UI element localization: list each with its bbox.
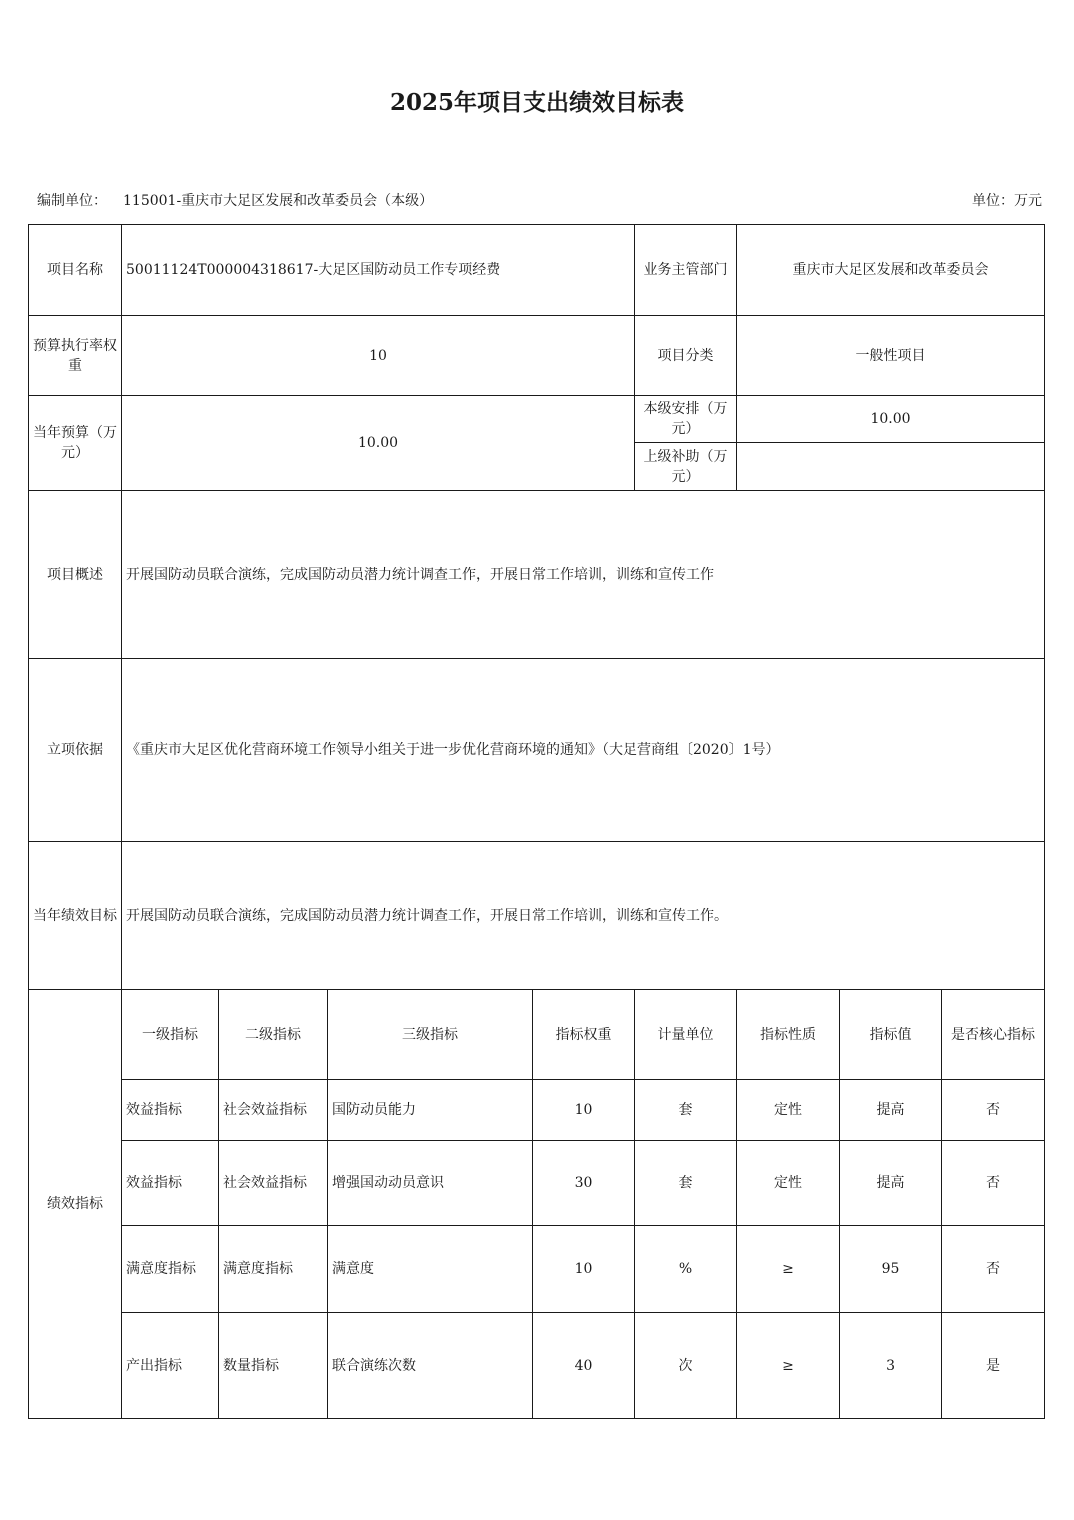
row-project-name — [29, 225, 1045, 316]
value-cell: 提高 — [840, 1141, 942, 1226]
nature-cell: 定性 — [737, 1141, 840, 1226]
page-title: 2025年项目支出绩效目标表 — [389, 89, 684, 116]
column-header: 指标值 — [840, 990, 942, 1080]
value-cell: 95 — [840, 1226, 942, 1313]
level2-cell: 满意度指标 — [219, 1226, 328, 1313]
column-header: 一级指标 — [122, 990, 219, 1080]
upper-label: 上级补助（万元） — [635, 443, 737, 491]
nature-cell: ≥ — [737, 1226, 840, 1313]
weight-cell: 10 — [533, 1226, 635, 1313]
unit-cell: 套 — [635, 1080, 737, 1141]
performance-table — [28, 224, 1045, 1419]
column-header: 是否核心指标 — [942, 990, 1045, 1080]
level3-cell: 国防动员能力 — [328, 1080, 533, 1141]
weight-label: 预算执行率权重 — [29, 316, 122, 396]
level1-cell: 效益指标 — [122, 1141, 219, 1226]
basis-label: 立项依据 — [29, 659, 122, 842]
goal-value: 开展国防动员联合演练，完成国防动员潜力统计调查工作，开展日常工作培训，训练和宣传工作。 — [122, 842, 1045, 990]
dept-label: 业务主管部门 — [635, 225, 737, 316]
column-header: 计量单位 — [635, 990, 737, 1080]
unit-label: 编制单位： — [37, 193, 107, 209]
dept-value: 重庆市大足区发展和改革委员会 — [737, 225, 1045, 316]
column-header: 二级指标 — [219, 990, 328, 1080]
table-row — [29, 1313, 1045, 1419]
category-label: 项目分类 — [635, 316, 737, 396]
overview-value: 开展国防动员联合演练，完成国防动员潜力统计调查工作，开展日常工作培训，训练和宣传工作 — [122, 491, 1045, 659]
category-value: 一般性项目 — [737, 316, 1045, 396]
currency-unit: 单位：万元 — [972, 193, 1042, 209]
budget-label: 当年预算（万元） — [29, 396, 122, 491]
column-header: 指标性质 — [737, 990, 840, 1080]
level3-cell: 联合演练次数 — [328, 1313, 533, 1419]
project-name-value: 50011124T000004318617-大足区国防动员工作专项经费 — [122, 225, 635, 316]
level2-cell: 社会效益指标 — [219, 1080, 328, 1141]
row-budget-local — [29, 396, 1045, 443]
core-cell: 否 — [942, 1080, 1045, 1141]
value-cell: 提高 — [840, 1080, 942, 1141]
level3-cell: 增强国动动员意识 — [328, 1141, 533, 1226]
row-overview — [29, 491, 1045, 659]
value-cell: 3 — [840, 1313, 942, 1419]
upper-value — [737, 443, 1045, 491]
core-cell: 是 — [942, 1313, 1045, 1419]
unit-cell: 套 — [635, 1141, 737, 1226]
nature-cell: ≥ — [737, 1313, 840, 1419]
level3-cell: 满意度 — [328, 1226, 533, 1313]
nature-cell: 定性 — [737, 1080, 840, 1141]
weight-cell: 30 — [533, 1141, 635, 1226]
core-cell: 否 — [942, 1141, 1045, 1226]
level2-cell: 数量指标 — [219, 1313, 328, 1419]
indicator-header-row — [29, 990, 1045, 1080]
level1-cell: 满意度指标 — [122, 1226, 219, 1313]
local-value: 10.00 — [737, 396, 1045, 443]
budget-value: 10.00 — [122, 396, 635, 491]
table-row — [29, 1080, 1045, 1141]
unit-value: 115001-重庆市大足区发展和改革委员会（本级） — [123, 193, 434, 209]
row-basis — [29, 659, 1045, 842]
unit-cell: 次 — [635, 1313, 737, 1419]
core-cell: 否 — [942, 1226, 1045, 1313]
weight-cell: 10 — [533, 1080, 635, 1141]
indicators-section-label: 绩效指标 — [29, 990, 122, 1419]
table-row — [29, 1226, 1045, 1313]
unit-info — [37, 190, 433, 212]
row-weight — [29, 316, 1045, 396]
local-label: 本级安排（万元） — [635, 396, 737, 443]
overview-label: 项目概述 — [29, 491, 122, 659]
unit-cell: % — [635, 1226, 737, 1313]
weight-cell: 40 — [533, 1313, 635, 1419]
level1-cell: 产出指标 — [122, 1313, 219, 1419]
row-goal — [29, 842, 1045, 990]
level2-cell: 社会效益指标 — [219, 1141, 328, 1226]
level1-cell: 效益指标 — [122, 1080, 219, 1141]
project-name-label: 项目名称 — [29, 225, 122, 316]
table-row — [29, 1141, 1045, 1226]
basis-value: 《重庆市大足区优化营商环境工作领导小组关于进一步优化营商环境的通知》（大足营商组〔2020〕1号） — [122, 659, 1045, 842]
column-header: 三级指标 — [328, 990, 533, 1080]
column-header: 指标权重 — [533, 990, 635, 1080]
goal-label: 当年绩效目标 — [29, 842, 122, 990]
weight-value: 10 — [122, 316, 635, 396]
